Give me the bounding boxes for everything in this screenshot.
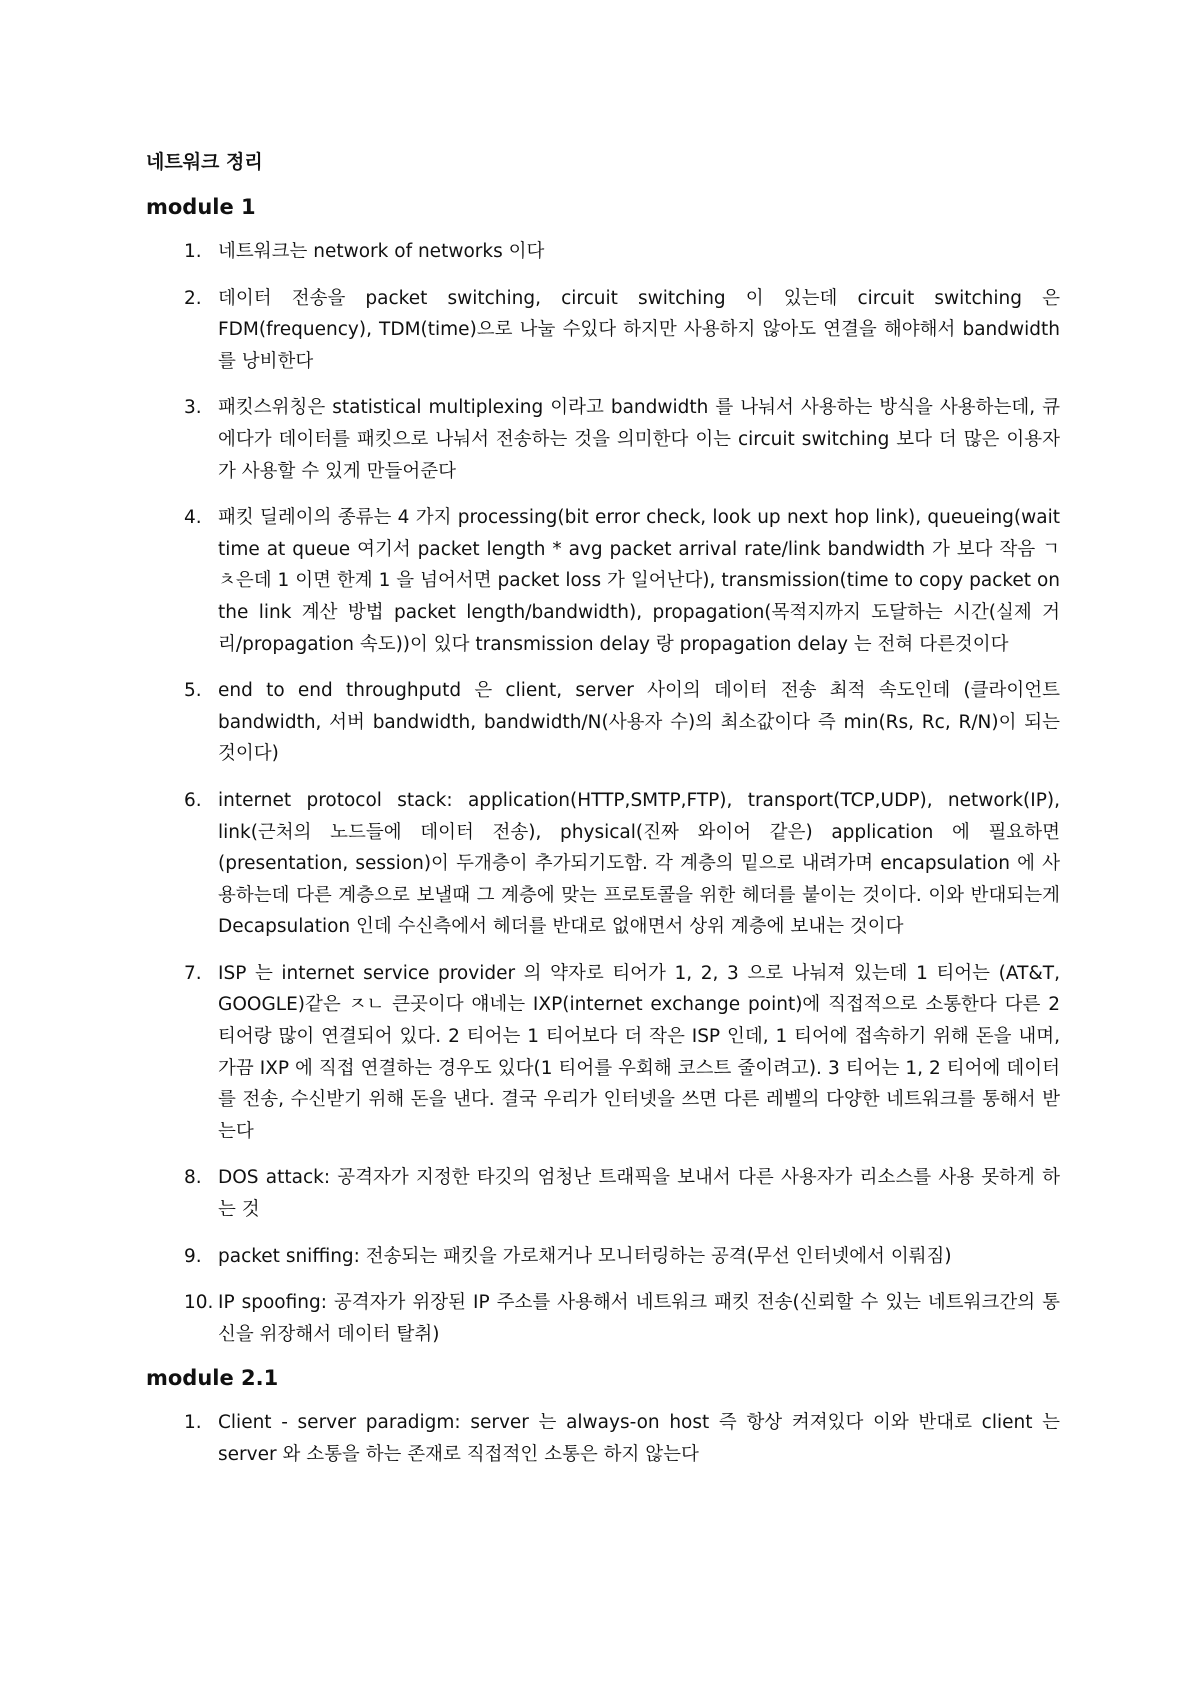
list-item xyxy=(146,958,1060,1148)
item-text: 패킷스위칭은 statistical multiplexing 이라고 bandwidth 를 나눠서 사용하는 방식을 사용하는데, 큐에다가 데이터를 패킷으로 나눠서 전송하는 것을 의미한다 이는 circuit switching 보다 더 많은 이용자가 사용할 수 있게 만들어준다 xyxy=(218,397,1060,482)
item-text: Client - server paradigm: server 는 always-on host 즉 항상 켜져있다 이와 반대로 client 는 server 와 소통을 하는 존재로 직접적인 소통은 하지 않는다 xyxy=(218,1412,1060,1465)
item-number: 6. xyxy=(184,789,202,811)
item-number: 2. xyxy=(184,287,202,309)
item-number: 10. xyxy=(184,1292,214,1314)
item-number: 1. xyxy=(184,241,202,262)
item-text: internet protocol stack: application(HTTP,SMTP,FTP), transport(TCP,UDP), network(IP), link(근처의 노드들에 데이터 전송), physical(진짜 와이어 같은) application 에 필요하면(presentation, session)이 두개층이 추가되기도함. 각 계층의 밑으로 내려가며 encapsulation 에 사용하는데 다른 계층으로 보낼때 그 계층에 맞는 프로토콜을 위한 헤더를 붙이는 것이다. 이와 반대되는게 Decapsulation 인데 수신측에서 헤더를 반대로 없애면서 상위 계층에 보내는 것이다 xyxy=(218,789,1060,938)
item-number: 1. xyxy=(184,1412,202,1434)
list-item xyxy=(146,1407,1060,1470)
list-item xyxy=(146,675,1060,770)
list-item xyxy=(146,236,1060,268)
list-item xyxy=(146,1162,1060,1225)
item-list xyxy=(146,236,1060,1350)
section-heading: module 2.1 xyxy=(146,1366,279,1391)
item-list xyxy=(146,1407,1060,1470)
section-module-2-1 xyxy=(146,1365,1060,1470)
item-number: 3. xyxy=(184,397,202,419)
item-text: 패킷 딜레이의 종류는 4 가지 processing(bit error check, look up next hop link), queueing(wait time at queue 여기서 packet length * avg packet arrival rate/link bandwidth 가 보다 작음 ㄱㅊ은데 1 이면 한계 1 을 넘어서면 packet loss 가 일어난다), transmission(time to copy packet on the link 계산 방법 packet length/bandwidth), propagation(목적지까지 도달하는 시간(실제 거리/propagation 속도))이 있다 transmission delay 랑 propagation delay 는 전혀 다른것이다 xyxy=(218,507,1060,655)
item-text: 네트워크는 network of networks 이다 xyxy=(218,241,545,262)
item-number: 4. xyxy=(184,507,202,529)
item-text: DOS attack: 공격자가 지정한 타깃의 엄청난 트래픽을 보내서 다른 사용자가 리소스를 사용 못하게 하는 것 xyxy=(218,1167,1060,1221)
item-number: 5. xyxy=(184,680,202,702)
list-item xyxy=(146,502,1060,660)
item-number: 9. xyxy=(184,1245,202,1267)
item-text: packet sniffing: 전송되는 패킷을 가로채거나 모니터링하는 공격(무선 인터넷에서 이뤄짐) xyxy=(218,1245,952,1267)
item-text: end to end throughputd 은 client, server 사이의 데이터 전송 최적 속도인데 (클라이언트 bandwidth, 서버 bandwidth, bandwidth/N(사용자 수)의 최소값이다 즉 min(Rs, Rc, R/N)이 되는 것이다) xyxy=(218,680,1060,765)
document-title: 네트워크 정리 xyxy=(146,151,263,173)
item-number: 8. xyxy=(184,1167,202,1189)
item-text: ISP 는 internet service provider 의 약자로 티어가 1, 2, 3 으로 나눠져 있는데 1 티어는 (AT&T, GOOGLE)같은 ㅈㄴ 큰곳이다 얘네는 IXP(internet exchange point)에 직접적으로 소통한다 다른 2 티어랑 많이 연결되어 있다. 2 티어는 1 티어보다 더 작은 ISP 인데, 1 티어에 접속하기 위해 돈을 내며, 가끔 IXP 에 직접 연결하는 경우도 있다(1 티어를 우회해 코스트 줄이려고). 3 티어는 1, 2 티어에 데이터를 전송, 수신받기 위해 돈을 낸다. 결국 우리가 인터넷을 쓰면 다른 레벨의 다양한 네트워크를 통해서 받는다 xyxy=(218,962,1060,1142)
item-number: 7. xyxy=(184,962,202,984)
list-item xyxy=(146,392,1060,487)
item-text: IP spoofing: 공격자가 위장된 IP 주소를 사용해서 네트워크 패킷 전송(신뢰할 수 있는 네트워크간의 통신을 위장해서 데이터 탈취) xyxy=(218,1292,1060,1345)
list-item xyxy=(146,1287,1060,1350)
section-module-1 xyxy=(146,194,1060,1350)
list-item xyxy=(146,283,1060,378)
section-heading: module 1 xyxy=(146,195,256,219)
item-text: 데이터 전송을 packet switching, circuit switching 이 있는데 circuit switching 은 FDM(frequency), TDM(time)으로 나눌 수있다 하지만 사용하지 않아도 연결을 해야해서 bandwidth 를 낭비한다 xyxy=(218,287,1060,372)
list-item xyxy=(146,1241,1060,1273)
list-item xyxy=(146,785,1060,943)
